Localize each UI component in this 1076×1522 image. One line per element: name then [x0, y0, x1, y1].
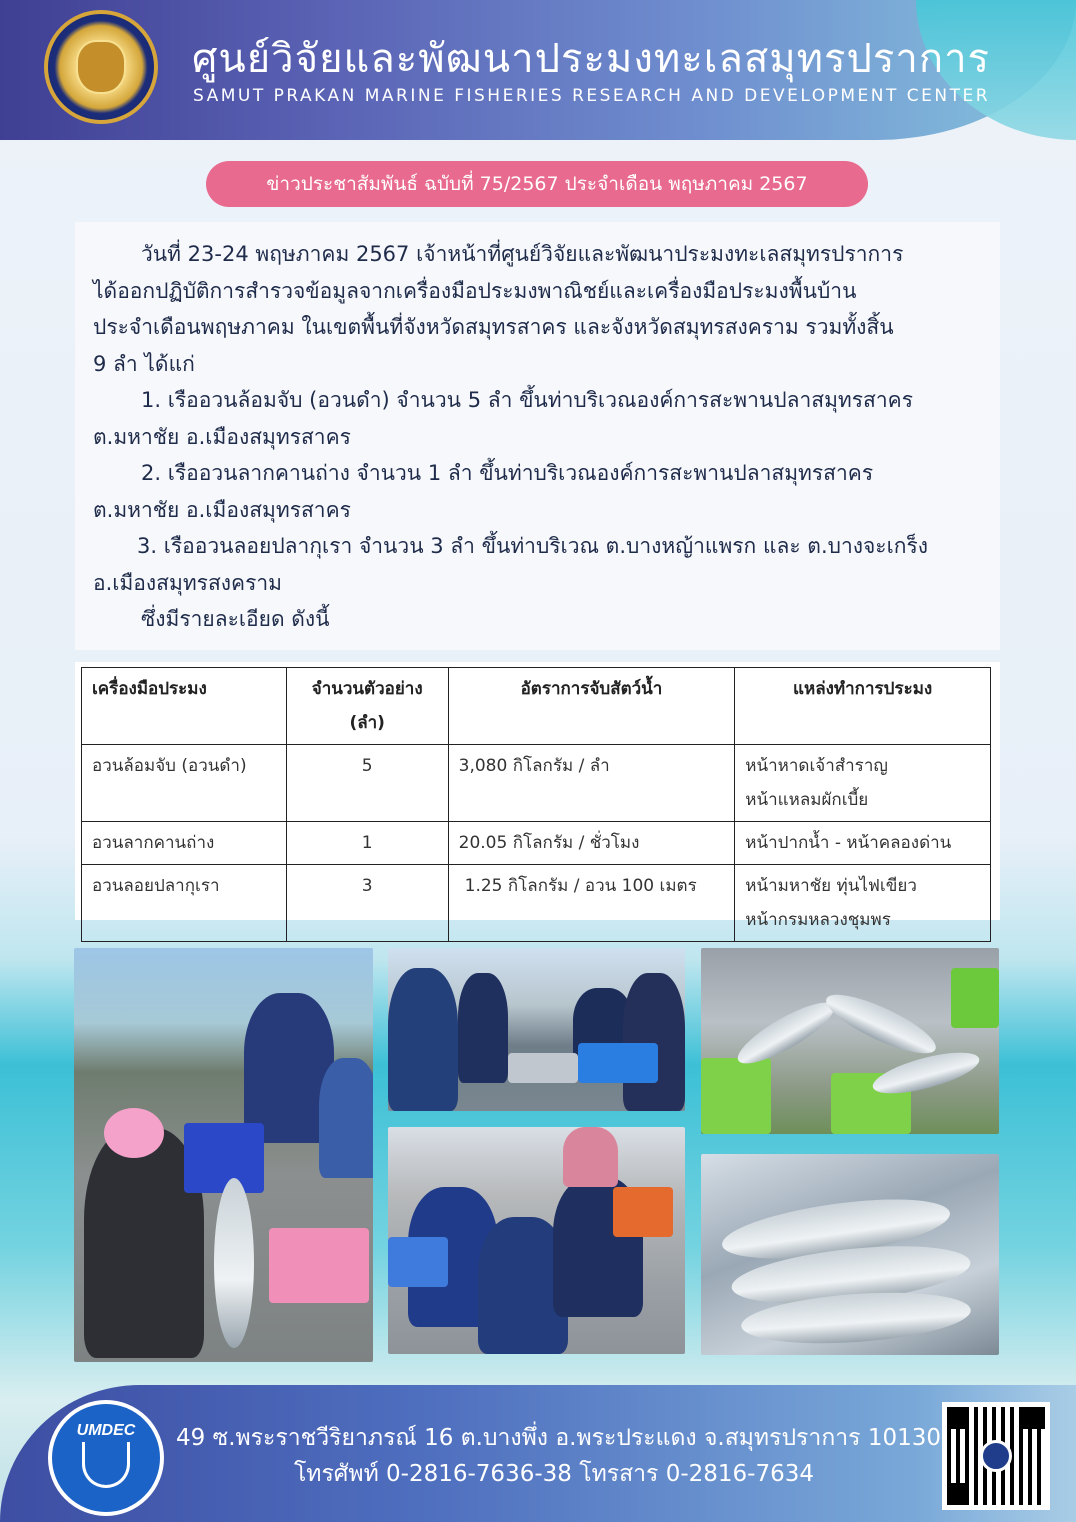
footer-contact — [176, 1420, 941, 1492]
cell-area-line: หน้ามหาชัย ทุ่นไฟเขียว — [745, 876, 917, 896]
qr-code-icon[interactable] — [942, 1402, 1050, 1510]
center-title-thai: ศูนย์วิจัยและพัฒนาประมงทะเลสมุทรปราการ — [192, 36, 991, 82]
center-title-english: SAMUT PRAKAN MARINE FISHERIES RESEARCH AND DEVELOPMENT CENTER — [193, 86, 991, 106]
photo-measuring-tuna — [74, 948, 373, 1362]
photo-hat — [104, 1108, 164, 1158]
cell-rate: 1.25 กิโลกรัม / อวน 100 เมตร — [448, 865, 735, 942]
cell-count: 5 — [286, 745, 448, 822]
catch-table — [81, 667, 991, 942]
list-item-2: 2. เรืออวนลากคานถ่าง จำนวน 1 ลำ ขึ้นท่าบริเวณองค์การสะพานปลาสมุทรสาคร — [141, 461, 874, 485]
photo-basket — [508, 1053, 578, 1083]
table-row — [82, 865, 991, 942]
cell-area — [735, 865, 991, 942]
cell-rate: 20.05 กิโลกรัม / ชั่วโมง — [448, 822, 735, 865]
cell-gear: อวนลากคานถ่าง — [82, 822, 287, 865]
body-line: ซึ่งมีรายละเอียด ดังนี้ — [141, 607, 330, 631]
photo-person — [458, 973, 508, 1083]
body-line: ได้ออกปฏิบัติการสำรวจข้อมูลจากเครื่องมือประมงพาณิชย์และเครื่องมือประมงพื้นบ้าน — [93, 278, 857, 303]
photo-basket — [269, 1228, 369, 1303]
photo-sorting-catch — [388, 948, 685, 1111]
umdec-logo-text: UMDEC — [76, 1422, 136, 1439]
photo-basket — [951, 968, 999, 1028]
photo-field-survey — [388, 1127, 685, 1354]
cell-gear: อวนลอยปลากุเรา — [82, 865, 287, 942]
photo-person — [319, 1058, 373, 1178]
cell-area — [735, 745, 991, 822]
ship-icon — [82, 1442, 130, 1488]
press-release-banner: ข่าวประชาสัมพันธ์ ฉบับที่ 75/2567 ประจำเดือน พฤษภาคม 2567 — [206, 161, 868, 207]
header-catch-rate: อัตราการจับสัตว์น้ำ — [448, 668, 735, 745]
cell-area-line: หน้าแหลมผักเบี้ย — [745, 790, 869, 810]
body-line: อ.เมืองสมุทรสงคราม — [93, 570, 282, 595]
footer-phone: โทรศัพท์ 0-2816-7636-38 โทรสาร 0-2816-7634 — [293, 1461, 814, 1487]
cell-area-line: หน้ากรมหลวงชุมพร — [745, 910, 891, 930]
photo-person — [623, 973, 685, 1111]
catch-table-container — [75, 662, 1000, 930]
press-release-body — [75, 222, 1000, 650]
header-sample-count-line2: (ลำ) — [349, 713, 385, 733]
photo-basket — [184, 1123, 264, 1193]
photo-person — [388, 968, 458, 1111]
seal-emblem-icon — [76, 40, 126, 94]
cell-rate: 3,080 กิโลกรัม / ลำ — [448, 745, 735, 822]
photo-basket — [388, 1237, 448, 1287]
body-line: 9 ลำ ได้แก่ — [93, 351, 195, 376]
header-sample-count-line1: จำนวนตัวอย่าง — [311, 679, 423, 699]
photo-fish-baskets — [701, 948, 999, 1134]
photo-mackerel-closeup — [701, 1154, 999, 1355]
photo-basket — [578, 1043, 658, 1083]
qr-center-seal-icon — [980, 1440, 1012, 1472]
cell-area-line: หน้าหาดเจ้าสำราญ — [745, 756, 888, 776]
cell-gear: อวนล้อมจับ (อวนดำ) — [82, 745, 287, 822]
photo-fish — [820, 984, 942, 1064]
body-line: ต.มหาชัย อ.เมืองสมุทรสาคร — [93, 497, 351, 522]
fisheries-department-seal — [44, 10, 158, 124]
photo-basket — [701, 1058, 771, 1134]
photo-basket — [613, 1187, 673, 1237]
cell-count: 1 — [286, 822, 448, 865]
list-item-1: 1. เรืออวนล้อมจับ (อวนดำ) จำนวน 5 ลำ ขึ้นท่าบริเวณองค์การสะพานปลาสมุทรสาคร — [141, 388, 913, 412]
photo-fish — [214, 1178, 254, 1348]
header-sample-count — [286, 668, 448, 745]
umdec-logo — [48, 1400, 164, 1516]
photo-fish — [731, 993, 841, 1074]
cell-area: หน้าปากน้ำ - หน้าคลองด่าน — [735, 822, 991, 865]
list-item-3: 3. เรืออวนลอยปลากุเรา จำนวน 3 ลำ ขึ้นท่าบริเวณ ต.บางหญ้าแพรก และ ต.บางจะเกร็ง — [137, 534, 929, 558]
body-line: ประจำเดือนพฤษภาคม ในเขตพื้นที่จังหวัดสมุทรสาคร และจังหวัดสมุทรสงคราม รวมทั้งสิ้น — [93, 315, 894, 339]
header-gear: เครื่องมือประมง — [82, 668, 287, 745]
table-row — [82, 745, 991, 822]
table-row — [82, 822, 991, 865]
header-fishing-ground: แหล่งทำการประมง — [735, 668, 991, 745]
table-header-row — [82, 668, 991, 745]
cell-count: 3 — [286, 865, 448, 942]
body-line: วันที่ 23-24 พฤษภาคม 2567 เจ้าหน้าที่ศูนย์วิจัยและพัฒนาประมงทะเลสมุทรปราการ — [141, 242, 904, 266]
footer-address: 49 ซ.พระราชวีริยาภรณ์ 16 ต.บางพึ่ง อ.พระประแดง จ.สมุทรปราการ 10130 — [176, 1425, 941, 1451]
photo-person — [563, 1127, 618, 1187]
body-line: ต.มหาชัย อ.เมืองสมุทรสาคร — [93, 424, 351, 449]
